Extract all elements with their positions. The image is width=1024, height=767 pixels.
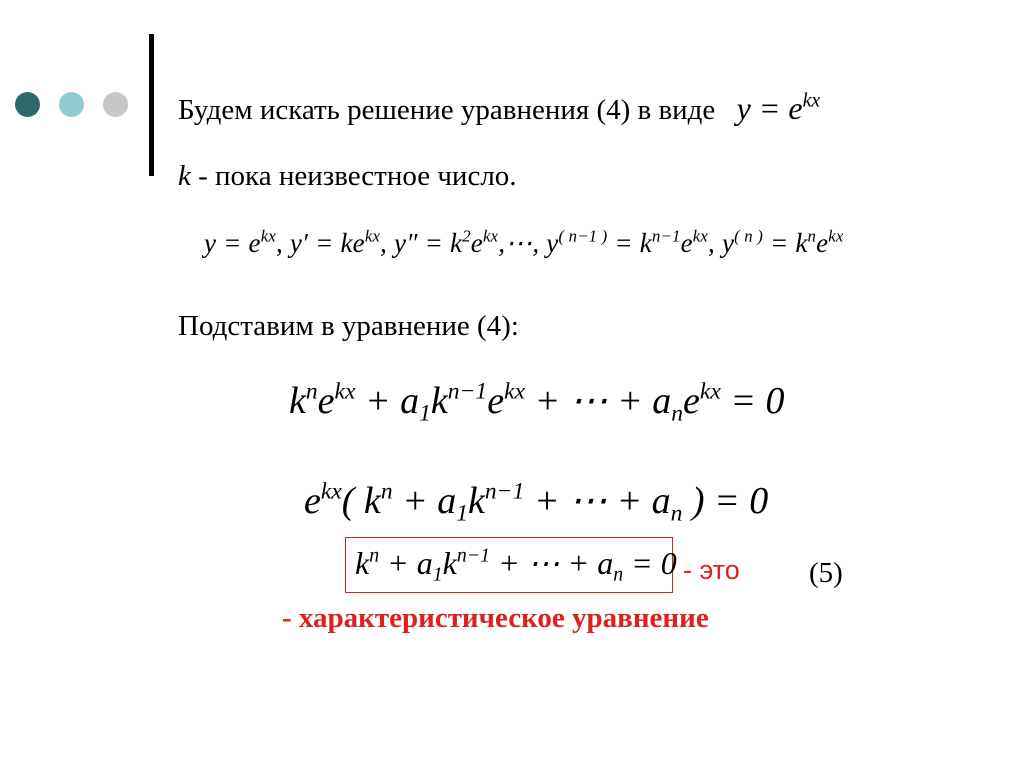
equation-substituted: $k^ne^{kx} + a_1k^{n-1}e^{kx}$ + ⋯ + $a_ne^{kx} = 0$ [289,378,785,427]
heading [178,89,821,126]
substitute-label: Подставим в уравнение (4): [178,310,519,342]
eto-label: - это [683,555,740,585]
heading-text: Будем искать решение уравнения (4) в виде [178,94,716,126]
equation-number: (5) [809,557,843,589]
decor-dot-light [59,92,84,117]
decor-dot-gray [103,92,128,117]
derivatives-formula: $y = e^{kx}$, $y' = ke^{kx}$, $y'' = k^2e^{kx},\cdots$, $y^{( n-1 )} = k^{n-1}e^{kx}$, $y^{( n )} = k^ne^{kx}$ [204,226,844,258]
characteristic-equation: $k^n + a_1k^{n-1}$ + ⋯ + $a_n = 0$ [355,544,677,586]
heading-formula: $y = e^{kx}$ [736,89,821,126]
k-unknown-line [178,162,517,191]
characteristic-label: - характеристическое уравнение [282,602,709,634]
k-variable: k [178,160,191,192]
k-description: - пока неизвестное число. [190,160,517,192]
vertical-divider [149,34,154,176]
decor-dot-dark [15,92,40,117]
equation-factored: $e^{kx}$( $k^n + a_1k^{n-1}$ + ⋯ + $a_n$ ) = 0 [304,478,769,527]
